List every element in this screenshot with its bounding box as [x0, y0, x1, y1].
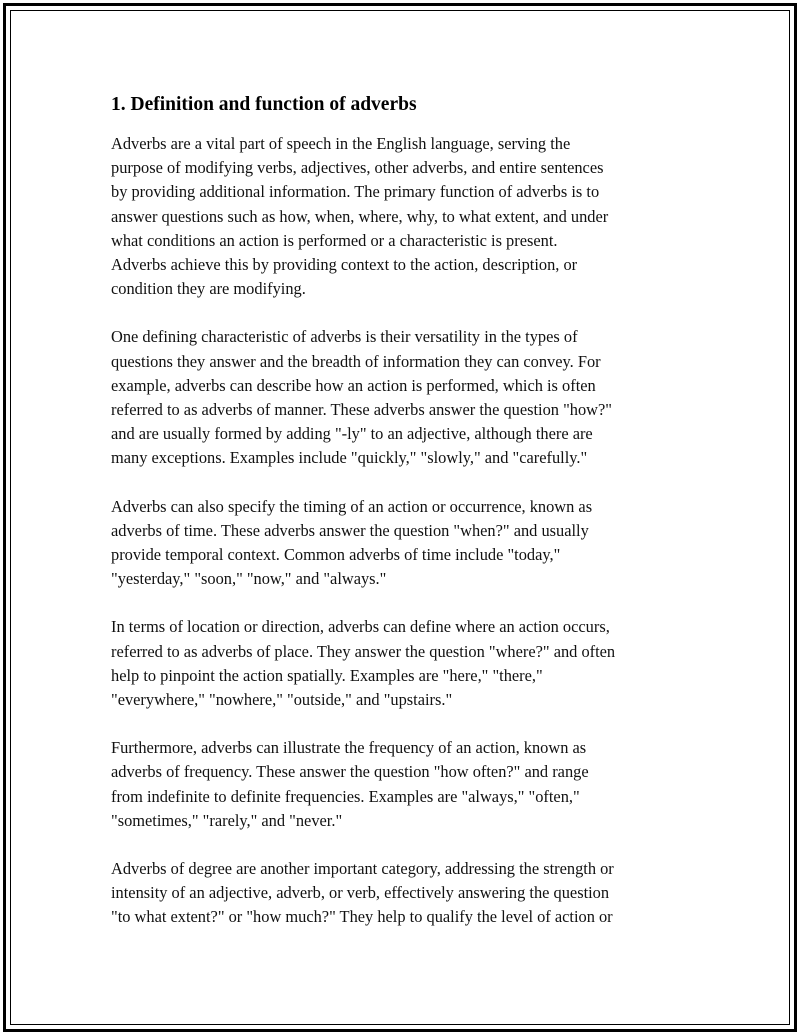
paragraph-place: In terms of location or direction, adverbs can define where an action occurs, referred to as adverbs of place. They answer the question "where?" and often help to pinpoint the action spatially. Examples are "here," "there," "everywhere," "nowhere," "outside," and "upstairs.": [111, 617, 616, 710]
paragraph-degree: Adverbs of degree are another important category, addressing the strength or intensity of an adjective, adverb, or verb, effectively answering the question "to what extent?" or "how much?" They help to qualify the level of action or: [111, 859, 614, 927]
paragraph-definition: Adverbs are a vital part of speech in the English language, serving the purpose of modifying verbs, adjectives, other adverbs, and entire sentences by providing additional information. The primary function of adverbs is to answer questions such as how, when, where, why, to what extent, and under what conditions an action is performed or a characteristic is present. Adverbs achieve this by providing context to the action, description, or condition they are modifying.: [111, 134, 609, 299]
section-heading: 1. Definition and function of adverbs: [111, 94, 417, 115]
paragraph-frequency: Furthermore, adverbs can illustrate the frequency of an action, known as adverbs of frequency. These answer the question "how often?" and range from indefinite to definite frequencies. Examples are "always," "often," "sometimes," "rarely," and "never.": [111, 738, 589, 830]
paragraph-manner: One defining characteristic of adverbs is their versatility in the types of questions they answer and the breadth of information they can convey. For example, adverbs can describe how an action is performed, which is often referred to as adverbs of manner. These adverbs answer the question "how?" and are usually formed by adding "-ly" to an adjective, although there are many exceptions. Examples include "quickly," "slowly," and "carefully.": [111, 327, 612, 468]
paragraph-time: Adverbs can also specify the timing of an action or occurrence, known as adverbs of time. These adverbs answer the question "when?" and usually provide temporal context. Common adverbs of time include "today," "yesterday," "soon," "now," and "always.": [111, 496, 593, 589]
document-body: [111, 92, 691, 954]
